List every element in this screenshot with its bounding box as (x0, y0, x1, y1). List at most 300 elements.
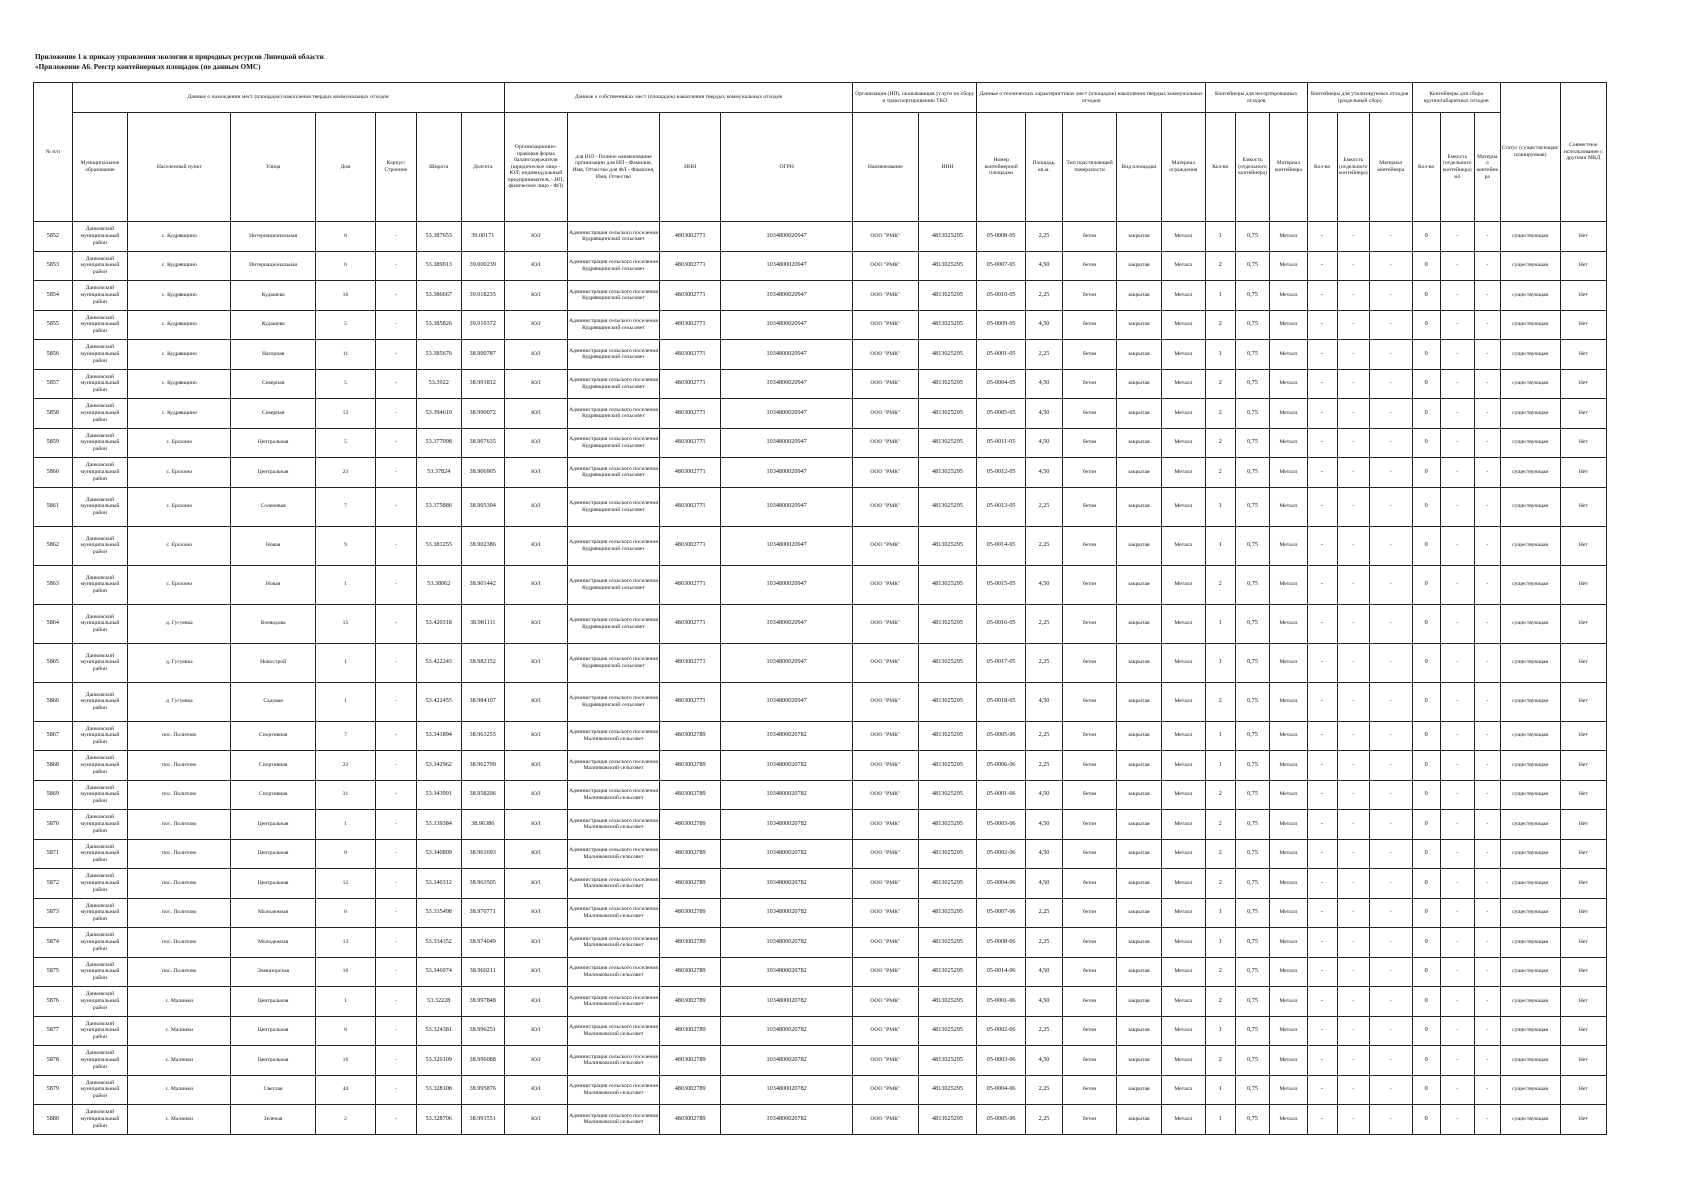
cell-q2: - (1307, 310, 1337, 340)
cell-c2: - (1337, 957, 1369, 987)
cell-house: 2 (315, 1105, 375, 1135)
cell-q2: - (1307, 340, 1337, 370)
cell-surface: бетон (1063, 780, 1117, 810)
cell-org: ООО "РМК" (853, 487, 918, 526)
cell-owner: Администрация сельского поселения Кудрявщинский сельсовет (567, 399, 659, 429)
cell-q2: - (1307, 839, 1337, 869)
cell-m2: - (1369, 222, 1412, 252)
cell-no: 5857 (34, 369, 73, 399)
cell-surface: бетон (1063, 1016, 1117, 1046)
cell-m2: - (1369, 340, 1412, 370)
cell-owner: Администрация сельского поселения Малинковский сельсовет (567, 1105, 659, 1135)
header-bulky-qty: Кол-во (1412, 113, 1440, 222)
cell-q2: - (1307, 987, 1337, 1017)
cell-c3: - (1440, 565, 1474, 604)
header-sort-cap: Емкость (отдельного контейнера) (1235, 113, 1269, 222)
cell-ogrn: 1034800020947 (721, 222, 853, 252)
cell-mo: Данковский муниципальный район (72, 682, 128, 721)
cell-street: Соленовая (231, 487, 316, 526)
cell-np: с. Кудрявщино (128, 222, 231, 252)
cell-shared: Нет (1560, 399, 1606, 429)
cell-m3: - (1474, 526, 1500, 565)
cell-street: Центральная (231, 458, 316, 488)
cell-lat: 53.385676 (416, 340, 461, 370)
cell-q3: 0 (1412, 340, 1440, 370)
header-group-location: Данные о нахождении мест (площадок) накопления твердых коммунальных отходов (72, 83, 504, 113)
cell-mo: Данковский муниципальный район (72, 957, 128, 987)
cell-korp: - (375, 340, 416, 370)
cell-org: ООО "РМК" (853, 780, 918, 810)
cell-lat: 53.324381 (416, 1016, 461, 1046)
cell-shared: Нет (1560, 869, 1606, 899)
cell-no: 5858 (34, 399, 73, 429)
cell-m1: Металл (1270, 1075, 1308, 1105)
cell-c1: 0,75 (1235, 1075, 1269, 1105)
cell-fence: Металл (1161, 487, 1205, 526)
cell-q1: 2 (1205, 251, 1235, 281)
cell-lon: 38.906905 (461, 458, 504, 488)
cell-area: 4,50 (1025, 369, 1063, 399)
cell-c1: 0,75 (1235, 369, 1269, 399)
cell-form: ЮЛ (504, 1075, 567, 1105)
cell-area: 2,25 (1025, 721, 1063, 751)
cell-q1: 1 (1205, 1016, 1235, 1046)
cell-shared: Нет (1560, 643, 1606, 682)
cell-inn: 4803002771 (660, 487, 721, 526)
table-row (34, 1105, 1607, 1135)
cell-org-inn: 4813025295 (918, 780, 977, 810)
cell-m1: Металл (1270, 428, 1308, 458)
cell-type: закрытая (1116, 399, 1161, 429)
cell-surface: бетон (1063, 898, 1117, 928)
cell-c2: - (1337, 682, 1369, 721)
cell-m1: Металл (1270, 604, 1308, 643)
cell-inn: 4803002771 (660, 340, 721, 370)
cell-c1: 0,75 (1235, 399, 1269, 429)
table-row (34, 369, 1607, 399)
cell-shared: Нет (1560, 1016, 1606, 1046)
cell-korp: - (375, 526, 416, 565)
cell-inn: 4803002771 (660, 428, 721, 458)
cell-inn: 4803002771 (660, 604, 721, 643)
table-row (34, 458, 1607, 488)
cell-c3: - (1440, 281, 1474, 311)
cell-q3: 0 (1412, 869, 1440, 899)
cell-m2: - (1369, 1105, 1412, 1135)
cell-np: с. Малинки (128, 987, 231, 1017)
cell-lon: 38.995876 (461, 1075, 504, 1105)
cell-c1: 0,75 (1235, 898, 1269, 928)
cell-ogrn: 1034800020782 (721, 780, 853, 810)
cell-m3: - (1474, 810, 1500, 840)
cell-c3: - (1440, 643, 1474, 682)
cell-org: ООО "РМК" (853, 458, 918, 488)
cell-c1: 0,75 (1235, 1046, 1269, 1076)
cell-q3: 0 (1412, 898, 1440, 928)
cell-q2: - (1307, 1046, 1337, 1076)
cell-form: ЮЛ (504, 869, 567, 899)
cell-c3: - (1440, 869, 1474, 899)
cell-q1: 1 (1205, 281, 1235, 311)
cell-no: 5873 (34, 898, 73, 928)
cell-type: закрытая (1116, 987, 1161, 1017)
cell-owner: Администрация сельского поселения Малинковский сельсовет (567, 869, 659, 899)
cell-inn: 4803002771 (660, 458, 721, 488)
cell-korp: - (375, 487, 416, 526)
cell-c3: - (1440, 1016, 1474, 1046)
cell-area: 4,50 (1025, 869, 1063, 899)
cell-m1: Металл (1270, 310, 1308, 340)
cell-no: 5865 (34, 643, 73, 682)
cell-type: закрытая (1116, 251, 1161, 281)
cell-no: 5856 (34, 340, 73, 370)
cell-house: 7 (315, 721, 375, 751)
cell-shared: Нет (1560, 898, 1606, 928)
cell-c1: 0,75 (1235, 839, 1269, 869)
cell-org-inn: 4813025295 (918, 281, 977, 311)
cell-status: существующая (1500, 810, 1560, 840)
cell-ogrn: 1034800020782 (721, 869, 853, 899)
cell-org: ООО "РМК" (853, 839, 918, 869)
cell-no: 5861 (34, 487, 73, 526)
cell-c3: - (1440, 898, 1474, 928)
cell-c3: - (1440, 810, 1474, 840)
cell-m3: - (1474, 839, 1500, 869)
cell-status: существующая (1500, 526, 1560, 565)
cell-m2: - (1369, 898, 1412, 928)
cell-ogrn: 1034800020947 (721, 369, 853, 399)
cell-form: ЮЛ (504, 251, 567, 281)
cell-m3: - (1474, 898, 1500, 928)
cell-form: ЮЛ (504, 310, 567, 340)
cell-korp: - (375, 565, 416, 604)
cell-mo: Данковский муниципальный район (72, 643, 128, 682)
cell-status: существующая (1500, 340, 1560, 370)
cell-lon: 38.958206 (461, 780, 504, 810)
cell-q1: 2 (1205, 869, 1235, 899)
cell-no: 5853 (34, 251, 73, 281)
cell-area: 2,25 (1025, 643, 1063, 682)
cell-lat: 53.340312 (416, 869, 461, 899)
cell-surface: бетон (1063, 751, 1117, 781)
cell-owner: Администрация сельского поселения Кудрявщинский сельсовет (567, 526, 659, 565)
cell-lon: 38.996251 (461, 1016, 504, 1046)
cell-lat: 53.394619 (416, 399, 461, 429)
header-org-name: Наименование (853, 113, 918, 222)
cell-no: 5880 (34, 1105, 73, 1135)
cell-org: ООО "РМК" (853, 340, 918, 370)
cell-np: с. Малинки (128, 1046, 231, 1076)
cell-np: с. Малинки (128, 1016, 231, 1046)
cell-surface: бетон (1063, 458, 1117, 488)
cell-q2: - (1307, 869, 1337, 899)
cell-q2: - (1307, 1105, 1337, 1135)
cell-m3: - (1474, 721, 1500, 751)
table-row (34, 428, 1607, 458)
cell-no: 5862 (34, 526, 73, 565)
cell-inn: 4803002789 (660, 869, 721, 899)
cell-c1: 0,75 (1235, 565, 1269, 604)
cell-form: ЮЛ (504, 721, 567, 751)
cell-lat: 53.422243 (416, 643, 461, 682)
cell-fence: Металл (1161, 987, 1205, 1017)
cell-type: закрытая (1116, 428, 1161, 458)
cell-m3: - (1474, 1046, 1500, 1076)
table-row (34, 780, 1607, 810)
cell-site: 05-0008-06 (977, 928, 1025, 958)
cell-m3: - (1474, 604, 1500, 643)
cell-org: ООО "РМК" (853, 751, 918, 781)
cell-type: закрытая (1116, 340, 1161, 370)
table-row (34, 1046, 1607, 1076)
cell-status: существующая (1500, 428, 1560, 458)
cell-surface: бетон (1063, 928, 1117, 958)
cell-c3: - (1440, 399, 1474, 429)
table-body (34, 222, 1607, 1135)
cell-org: ООО "РМК" (853, 565, 918, 604)
cell-org: ООО "РМК" (853, 957, 918, 987)
cell-q2: - (1307, 458, 1337, 488)
cell-q2: - (1307, 780, 1337, 810)
cell-type: закрытая (1116, 721, 1161, 751)
cell-no: 5876 (34, 987, 73, 1017)
table-row (34, 222, 1607, 252)
cell-korp: - (375, 310, 416, 340)
cell-house: 5 (315, 369, 375, 399)
cell-status: существующая (1500, 869, 1560, 899)
cell-ogrn: 1034800020782 (721, 898, 853, 928)
cell-org-inn: 4813025295 (918, 839, 977, 869)
cell-q3: 0 (1412, 604, 1440, 643)
cell-m1: Металл (1270, 281, 1308, 311)
cell-m2: - (1369, 839, 1412, 869)
cell-shared: Нет (1560, 780, 1606, 810)
cell-m3: - (1474, 399, 1500, 429)
cell-c3: - (1440, 957, 1474, 987)
cell-form: ЮЛ (504, 780, 567, 810)
cell-c2: - (1337, 1075, 1369, 1105)
cell-c3: - (1440, 928, 1474, 958)
cell-korp: - (375, 928, 416, 958)
cell-owner: Администрация сельского поселения Малинковский сельсовет (567, 898, 659, 928)
cell-inn: 4803002789 (660, 839, 721, 869)
cell-korp: - (375, 222, 416, 252)
cell-site: 05-0006-06 (977, 751, 1025, 781)
cell-surface: бетон (1063, 987, 1117, 1017)
cell-ogrn: 1034800020947 (721, 399, 853, 429)
cell-fence: Металл (1161, 565, 1205, 604)
cell-lat: 53.335498 (416, 898, 461, 928)
cell-q1: 1 (1205, 898, 1235, 928)
cell-c1: 0,75 (1235, 780, 1269, 810)
cell-type: закрытая (1116, 222, 1161, 252)
cell-org: ООО "РМК" (853, 281, 918, 311)
cell-org-inn: 4813025295 (918, 928, 977, 958)
cell-m3: - (1474, 310, 1500, 340)
cell-surface: бетон (1063, 643, 1117, 682)
cell-area: 2,25 (1025, 487, 1063, 526)
cell-q1: 1 (1205, 751, 1235, 781)
cell-c1: 0,75 (1235, 682, 1269, 721)
cell-shared: Нет (1560, 565, 1606, 604)
cell-c2: - (1337, 565, 1369, 604)
cell-lat: 53.385826 (416, 310, 461, 340)
cell-area: 4,50 (1025, 957, 1063, 987)
cell-m2: - (1369, 310, 1412, 340)
cell-lon: 38.990787 (461, 340, 504, 370)
cell-lat: 53.340809 (416, 839, 461, 869)
cell-korp: - (375, 428, 416, 458)
cell-mo: Данковский муниципальный район (72, 565, 128, 604)
cell-lon: 39.010372 (461, 310, 504, 340)
cell-c2: - (1337, 780, 1369, 810)
header-lon: Долгота (461, 113, 504, 222)
cell-owner: Администрация сельского поселения Малинковский сельсовет (567, 957, 659, 987)
cell-org-inn: 4813025295 (918, 340, 977, 370)
cell-fence: Металл (1161, 751, 1205, 781)
table-header (34, 83, 1607, 222)
cell-lon: 38.984197 (461, 682, 504, 721)
cell-q1: 1 (1205, 222, 1235, 252)
cell-house: 16 (315, 281, 375, 311)
cell-m3: - (1474, 251, 1500, 281)
cell-street: Северная (231, 399, 316, 429)
cell-mo: Данковский муниципальный район (72, 281, 128, 311)
cell-lon: 38.991551 (461, 1105, 504, 1135)
cell-site: 05-0001-06 (977, 987, 1025, 1017)
cell-no: 5870 (34, 810, 73, 840)
cell-c2: - (1337, 839, 1369, 869)
cell-lon: 38.901442 (461, 565, 504, 604)
cell-area: 2,25 (1025, 1105, 1063, 1135)
cell-surface: бетон (1063, 428, 1117, 458)
cell-site: 05-0009-05 (977, 310, 1025, 340)
header-shared: Совместное использование с другими МКД (1560, 83, 1606, 222)
cell-surface: бетон (1063, 957, 1117, 987)
table-row (34, 869, 1607, 899)
cell-korp: - (375, 810, 416, 840)
cell-shared: Нет (1560, 1046, 1606, 1076)
cell-lon: 38.997848 (461, 987, 504, 1017)
cell-korp: - (375, 751, 416, 781)
cell-form: ЮЛ (504, 487, 567, 526)
cell-q1: 2 (1205, 399, 1235, 429)
cell-fence: Металл (1161, 369, 1205, 399)
cell-site: 05-0003-06 (977, 1046, 1025, 1076)
cell-surface: бетон (1063, 369, 1117, 399)
header-form: Организационно-правовая форма балансодержателя (юридическое лицо - ЮЛ; индивидуальный предприниматель - ИП; физическое лицо - ФЛ) (504, 113, 567, 222)
cell-c2: - (1337, 487, 1369, 526)
cell-type: закрытая (1116, 1075, 1161, 1105)
header-surface: Тип подстилающей поверхности (1063, 113, 1117, 222)
cell-org-inn: 4813025295 (918, 1105, 977, 1135)
cell-m1: Металл (1270, 869, 1308, 899)
cell-inn: 4803002771 (660, 643, 721, 682)
cell-m3: - (1474, 1105, 1500, 1135)
cell-status: существующая (1500, 565, 1560, 604)
cell-c3: - (1440, 1105, 1474, 1135)
cell-street: Центральная (231, 428, 316, 458)
cell-inn: 4803002789 (660, 928, 721, 958)
cell-street: Нагорная (231, 340, 316, 370)
cell-owner: Администрация сельского поселения Кудрявщинский сельсовет (567, 310, 659, 340)
table-row (34, 928, 1607, 958)
cell-form: ЮЛ (504, 399, 567, 429)
cell-np: с. Кудрявщино (128, 281, 231, 311)
cell-type: закрытая (1116, 682, 1161, 721)
cell-surface: бетон (1063, 869, 1117, 899)
cell-m1: Металл (1270, 957, 1308, 987)
cell-lat: 53.386667 (416, 281, 461, 311)
header-bulky-mat: Материал контейнера (1474, 113, 1500, 222)
cell-c1: 0,75 (1235, 310, 1269, 340)
cell-c3: - (1440, 340, 1474, 370)
cell-shared: Нет (1560, 957, 1606, 987)
cell-lon: 38.960211 (461, 957, 504, 987)
header-area: Площадь, кв.м. (1025, 113, 1063, 222)
cell-q1: 1 (1205, 721, 1235, 751)
cell-lat: 53.377098 (416, 428, 461, 458)
cell-m2: - (1369, 428, 1412, 458)
cell-fence: Металл (1161, 251, 1205, 281)
cell-c1: 0,75 (1235, 487, 1269, 526)
cell-q3: 0 (1412, 721, 1440, 751)
cell-house: 6 (315, 898, 375, 928)
cell-no: 5877 (34, 1016, 73, 1046)
cell-np: с. Ерохино (128, 458, 231, 488)
header-np: Населенный пункт (128, 113, 231, 222)
cell-lon: 38.902386 (461, 526, 504, 565)
cell-form: ЮЛ (504, 751, 567, 781)
cell-status: существующая (1500, 369, 1560, 399)
cell-shared: Нет (1560, 526, 1606, 565)
cell-area: 4,50 (1025, 565, 1063, 604)
cell-m2: - (1369, 369, 1412, 399)
cell-type: закрытая (1116, 928, 1161, 958)
cell-korp: - (375, 604, 416, 643)
cell-lat: 53.3922 (416, 369, 461, 399)
cell-type: закрытая (1116, 369, 1161, 399)
cell-type: закрытая (1116, 458, 1161, 488)
document-title (35, 52, 324, 72)
cell-ogrn: 1034800020782 (721, 839, 853, 869)
cell-surface: бетон (1063, 399, 1117, 429)
cell-q2: - (1307, 369, 1337, 399)
cell-org: ООО "РМК" (853, 604, 918, 643)
cell-lon: 39.000239 (461, 251, 504, 281)
cell-np: пос. Политово (128, 928, 231, 958)
cell-m3: - (1474, 751, 1500, 781)
cell-area: 2,25 (1025, 1016, 1063, 1046)
cell-m2: - (1369, 399, 1412, 429)
cell-no: 5869 (34, 780, 73, 810)
cell-lon: 38.907635 (461, 428, 504, 458)
cell-mo: Данковский муниципальный район (72, 369, 128, 399)
cell-c3: - (1440, 1046, 1474, 1076)
cell-org-inn: 4813025295 (918, 643, 977, 682)
cell-fence: Металл (1161, 222, 1205, 252)
cell-fence: Металл (1161, 1105, 1205, 1135)
cell-c2: - (1337, 643, 1369, 682)
cell-area: 4,50 (1025, 810, 1063, 840)
cell-status: существующая (1500, 487, 1560, 526)
table-row (34, 340, 1607, 370)
cell-surface: бетон (1063, 604, 1117, 643)
cell-street: Кудашева (231, 310, 316, 340)
cell-c1: 0,75 (1235, 340, 1269, 370)
cell-c3: - (1440, 839, 1474, 869)
cell-np: пос. Политово (128, 721, 231, 751)
